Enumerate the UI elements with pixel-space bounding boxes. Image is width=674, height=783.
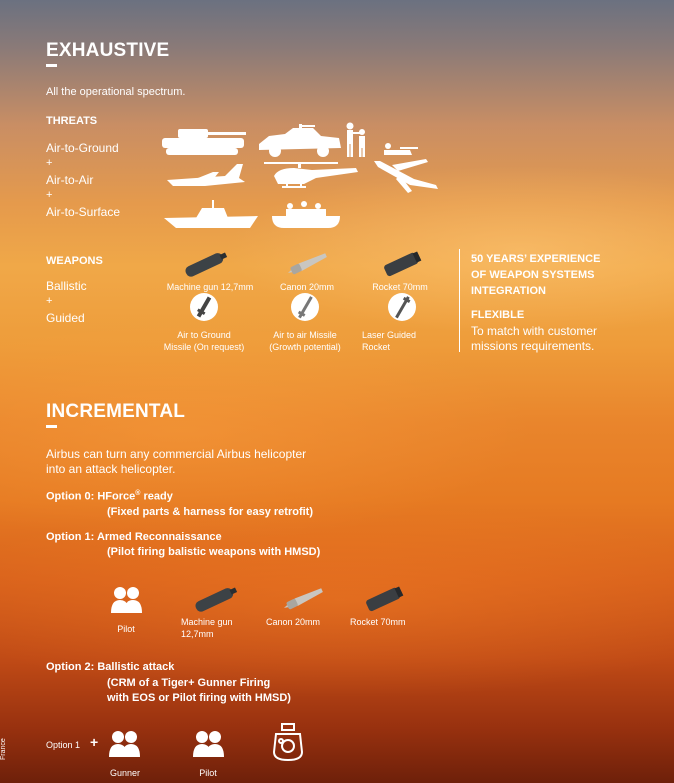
jet-fighter-icon [165, 160, 247, 190]
weapons-heading: WEAPONS [46, 255, 103, 267]
drone-icon [370, 155, 442, 195]
flexible-text: To match with customer missions requirements. [471, 324, 598, 353]
eos-sensor-icon [270, 722, 306, 762]
plus-sign: + [46, 189, 53, 201]
machine-gun-label: Machine gun 12,7mm [181, 617, 233, 639]
air-to-air-missile-icon [290, 292, 320, 322]
option1-reference: Option 1 [46, 740, 81, 750]
cannon-icon [282, 250, 332, 278]
plus-sign: + [90, 734, 99, 750]
weapon-label-canon: Canon 20mm [279, 282, 335, 292]
weapon-label-air-to-air: Air to air Missile (Growth potential) [269, 330, 341, 352]
flexible-heading: FLEXIBLE [471, 309, 525, 321]
gunner-label: Gunner [109, 768, 141, 778]
pilot-label: Pilot [199, 768, 217, 778]
cannon-label: Canon 20mm [266, 617, 321, 627]
option2-title: Option 2: Ballistic attack [46, 661, 175, 673]
incremental-intro: Airbus can turn any commercial Airbus helicopter into an attack helicopter. [46, 447, 307, 476]
cannon-icon [278, 585, 328, 613]
option1-title: Option 1: Armed Reconnaissance [46, 531, 222, 543]
tank-icon [160, 122, 248, 158]
weapon-label-rocket: Rocket 70mm [372, 282, 428, 292]
threat-air-to-surface: Air-to-Surface [46, 205, 121, 219]
option2-detail: (CRM of a Tiger+ Gunner Firing with EOS or Pilot firing with HMSD) [107, 677, 291, 704]
machine-gun-pod-icon [190, 585, 240, 613]
side-divider [459, 249, 460, 352]
experience-text: 50 YEARS’ EXPERIENCE OF WEAPON SYSTEMS INTEGRATION [471, 253, 601, 297]
pilot-icon [110, 585, 144, 615]
plus-sign: + [46, 295, 53, 307]
title-underline [46, 64, 57, 67]
pilot-label: Pilot [117, 624, 135, 634]
patrol-boat-icon [162, 198, 260, 230]
vertical-footer-text: France [0, 738, 7, 760]
threats-heading: THREATS [46, 115, 98, 127]
soldiers-icon [340, 122, 422, 158]
exhaustive-subtitle: All the operational spectrum. [46, 86, 186, 98]
rocket-pod-icon [380, 250, 424, 278]
weapon-type-guided: Guided [46, 311, 85, 325]
plus-sign: + [46, 157, 53, 169]
armed-vehicle-icon [255, 124, 343, 158]
weapon-label-machine-gun: Machine gun 12,7mm [166, 282, 254, 292]
rocket-pod-icon [362, 585, 406, 613]
machine-gun-pod-icon [180, 250, 230, 278]
weapon-type-ballistic: Ballistic [46, 279, 87, 293]
laser-guided-rocket-icon [387, 292, 417, 322]
title-underline [46, 425, 57, 428]
section-title-incremental: INCREMENTAL [46, 401, 186, 422]
inflatable-boat-icon [268, 196, 342, 230]
air-to-ground-missile-icon [189, 292, 219, 322]
threat-air-to-ground: Air-to-Ground [46, 141, 119, 155]
pilot-icon [192, 729, 226, 759]
gunner-icon [108, 729, 142, 759]
option0-detail: (Fixed parts & harness for easy retrofit) [107, 506, 314, 518]
option0-title: Option 0: HForce® ready [46, 490, 173, 503]
weapon-label-air-to-ground: Air to Ground Missile (On request) [163, 330, 245, 352]
section-title-exhaustive: EXHAUSTIVE [46, 40, 170, 61]
helicopter-icon [260, 158, 360, 192]
weapon-label-laser-guided: Laser Guided Rocket [362, 330, 417, 352]
option1-detail: (Pilot firing balistic weapons with HMSD) [107, 546, 321, 558]
threat-air-to-air: Air-to-Air [46, 173, 94, 187]
rocket-label: Rocket 70mm [350, 617, 406, 627]
